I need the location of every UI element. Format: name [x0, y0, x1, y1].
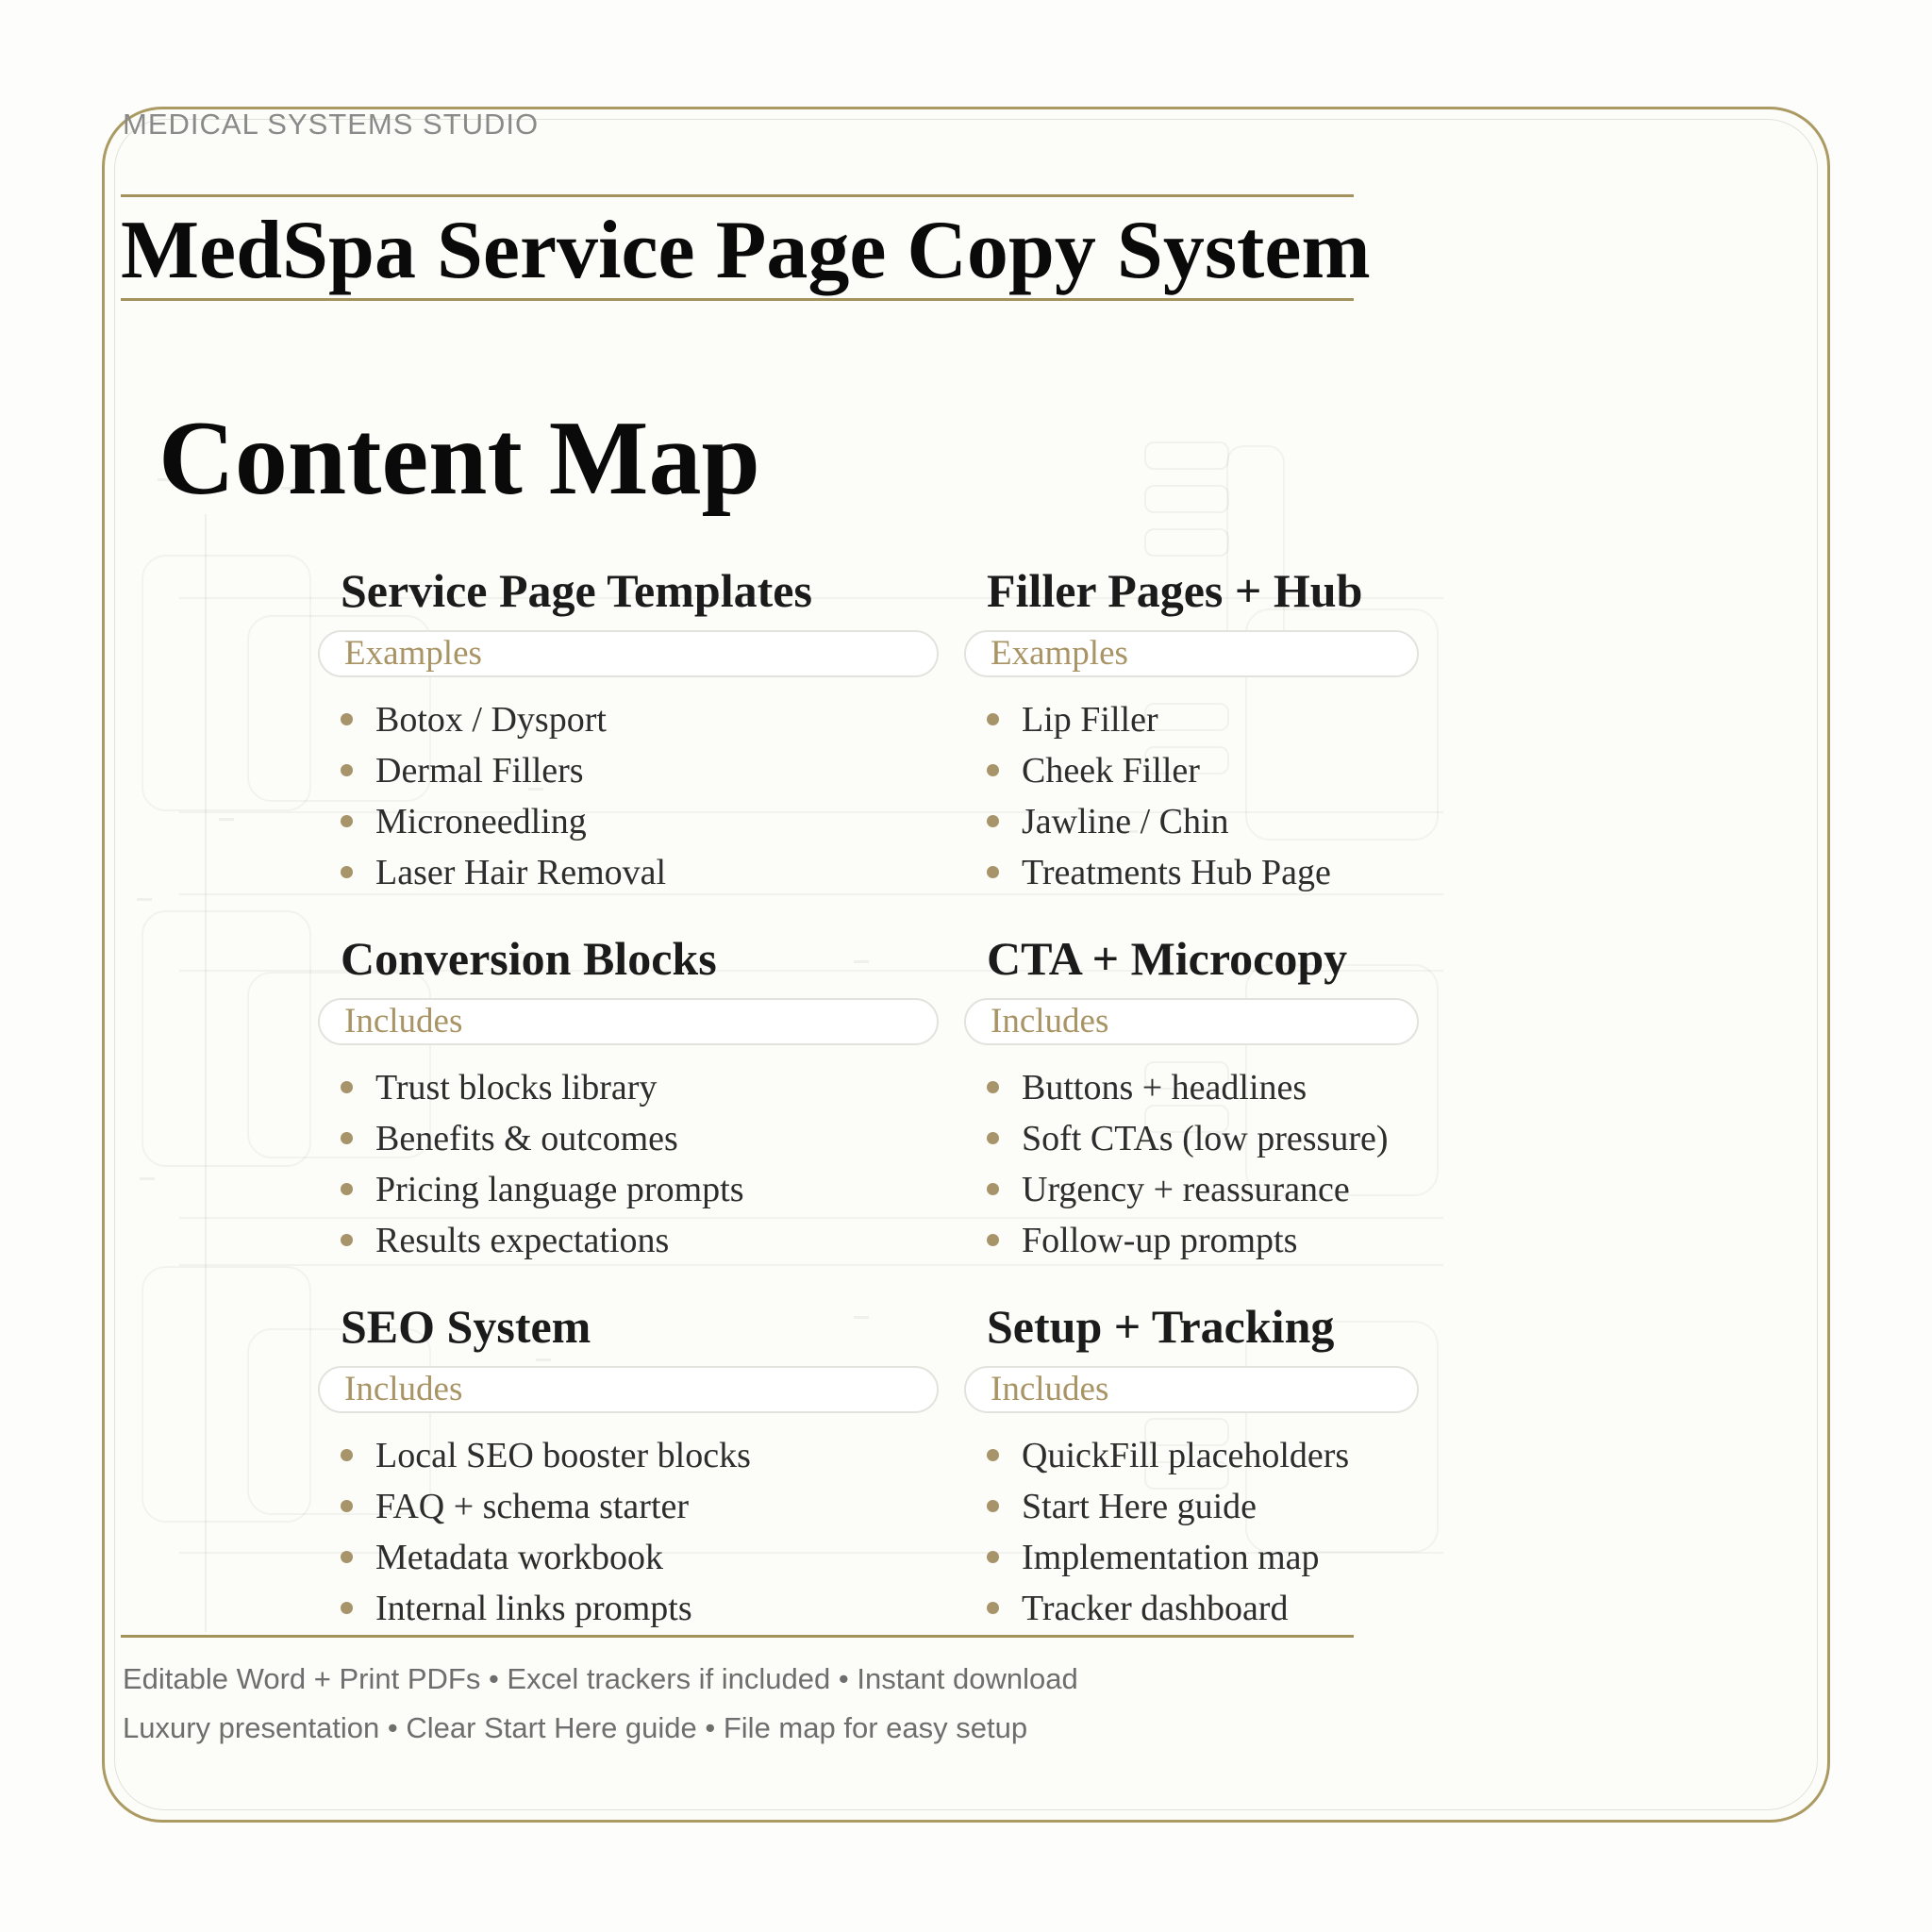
card-title: CTA + Microcopy [987, 932, 1348, 985]
bullet-dot-icon [341, 866, 353, 878]
list-item [987, 1062, 1419, 1113]
bullet-dot-icon [987, 1449, 999, 1461]
card-seo-system [318, 1300, 939, 1634]
card-service-page-templates [318, 564, 939, 898]
list-item-label: Results expectations [375, 1220, 670, 1260]
list-item [341, 1430, 939, 1481]
bullet-dot-icon [987, 764, 999, 776]
bullet-dot-icon [987, 1234, 999, 1246]
footer-presentation-line: Luxury presentation • Clear Start Here guide • File map for easy setup [123, 1711, 1028, 1744]
list-item-label: Microneedling [375, 801, 587, 841]
list-item [987, 1113, 1419, 1164]
list-item-label: QuickFill placeholders [1022, 1435, 1350, 1475]
page-heading: Content Map [158, 400, 760, 517]
list-item-label: Urgency + reassurance [1022, 1169, 1350, 1209]
bullet-dot-icon [341, 1551, 353, 1563]
list-item [987, 1481, 1419, 1532]
card-item-list [964, 694, 1419, 898]
studio-brand-label: MEDICAL SYSTEMS STUDIO [123, 108, 540, 141]
list-item-label: Benefits & outcomes [375, 1118, 678, 1158]
card-label-pill: Includes [318, 1366, 939, 1413]
bullet-dot-icon [987, 815, 999, 827]
card-filler-pages-hub [964, 564, 1419, 898]
bullet-dot-icon [341, 1081, 353, 1093]
list-item [341, 1583, 939, 1634]
card-label-pill: Examples [318, 630, 939, 677]
list-item-label: Internal links prompts [375, 1588, 692, 1628]
bullet-dot-icon [987, 713, 999, 725]
list-item [341, 745, 939, 796]
list-item-label: Start Here guide [1022, 1486, 1257, 1526]
list-item-label: Lip Filler [1022, 699, 1158, 740]
card-item-list [318, 1430, 939, 1634]
document-title: MedSpa Service Page Copy System [121, 205, 1371, 296]
bullet-dot-icon [987, 1602, 999, 1614]
card-setup-tracking [964, 1300, 1419, 1634]
bullet-dot-icon [987, 1551, 999, 1563]
list-item [987, 1583, 1419, 1634]
card-title: Conversion Blocks [341, 932, 717, 985]
list-item-label: Follow-up prompts [1022, 1220, 1298, 1260]
list-item-label: Trust blocks library [375, 1067, 658, 1108]
footer-features-line: Editable Word + Print PDFs • Excel trackers if included • Instant download [123, 1662, 1078, 1695]
bullet-dot-icon [341, 1449, 353, 1461]
list-item-label: Implementation map [1022, 1537, 1320, 1577]
list-item [341, 796, 939, 847]
bullet-dot-icon [341, 1234, 353, 1246]
list-item-label: Local SEO booster blocks [375, 1435, 751, 1475]
list-item [341, 1215, 939, 1266]
bullet-dot-icon [341, 1132, 353, 1144]
card-title: Filler Pages + Hub [987, 564, 1363, 617]
bullet-dot-icon [341, 764, 353, 776]
list-item [341, 1113, 939, 1164]
list-item-label: Jawline / Chin [1022, 801, 1229, 841]
list-item [987, 1164, 1419, 1215]
card-label-pill: Includes [964, 1366, 1419, 1413]
bullet-dot-icon [341, 1602, 353, 1614]
list-item [987, 694, 1419, 745]
card-conversion-blocks [318, 932, 939, 1266]
list-item-label: Dermal Fillers [375, 750, 584, 791]
gold-rule-under-title [121, 298, 1354, 301]
gold-rule-top [121, 194, 1354, 197]
card-item-list [964, 1430, 1419, 1634]
list-item-label: Cheek Filler [1022, 750, 1200, 791]
bullet-dot-icon [987, 1081, 999, 1093]
list-item [987, 1532, 1419, 1583]
card-label-pill: Includes [964, 998, 1419, 1045]
list-item [987, 1215, 1419, 1266]
bullet-dot-icon [987, 1183, 999, 1195]
bullet-dot-icon [341, 1500, 353, 1512]
bullet-dot-icon [341, 713, 353, 725]
list-item [341, 1062, 939, 1113]
list-item [987, 847, 1419, 898]
list-item-label: Buttons + headlines [1022, 1067, 1307, 1108]
card-cta-microcopy [964, 932, 1419, 1266]
list-item [987, 1430, 1419, 1481]
list-item-label: Soft CTAs (low pressure) [1022, 1118, 1389, 1158]
bullet-dot-icon [341, 1183, 353, 1195]
card-item-list [318, 1062, 939, 1266]
bullet-dot-icon [987, 1500, 999, 1512]
list-item-label: Pricing language prompts [375, 1169, 744, 1209]
list-item [341, 694, 939, 745]
card-title: Service Page Templates [341, 564, 812, 617]
list-item-label: Laser Hair Removal [375, 852, 667, 892]
card-title: Setup + Tracking [987, 1300, 1335, 1353]
list-item [341, 1481, 939, 1532]
list-item [341, 1532, 939, 1583]
card-label-pill: Includes [318, 998, 939, 1045]
gold-rule-footer [121, 1635, 1354, 1638]
card-title: SEO System [341, 1300, 591, 1353]
list-item-label: Tracker dashboard [1022, 1588, 1289, 1628]
card-item-list [964, 1062, 1419, 1266]
bullet-dot-icon [341, 815, 353, 827]
list-item [341, 847, 939, 898]
list-item-label: FAQ + schema starter [375, 1486, 690, 1526]
list-item-label: Metadata workbook [375, 1537, 663, 1577]
list-item-label: Botox / Dysport [375, 699, 607, 740]
list-item [987, 745, 1419, 796]
list-item [987, 796, 1419, 847]
bullet-dot-icon [987, 866, 999, 878]
list-item [341, 1164, 939, 1215]
card-label-pill: Examples [964, 630, 1419, 677]
card-item-list [318, 694, 939, 898]
bullet-dot-icon [987, 1132, 999, 1144]
list-item-label: Treatments Hub Page [1022, 852, 1331, 892]
